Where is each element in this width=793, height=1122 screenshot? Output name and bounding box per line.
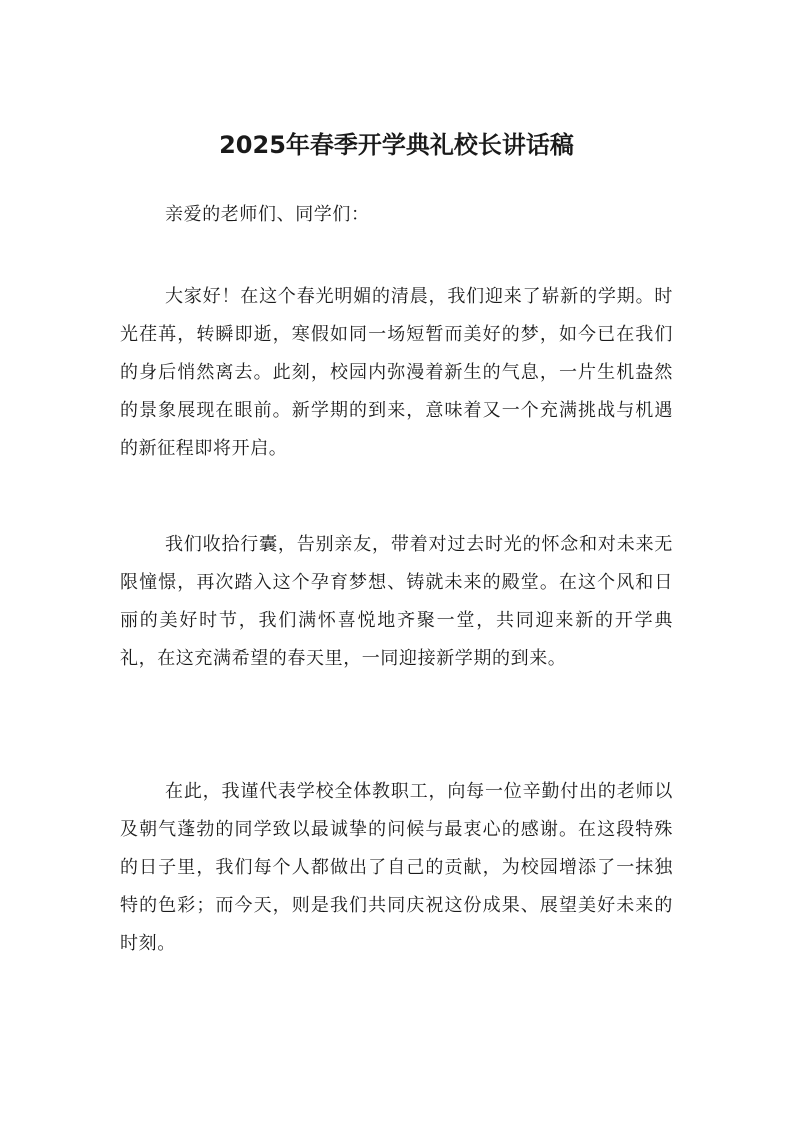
- document-title: 2025年春季开学典礼校长讲话稿: [219, 131, 574, 159]
- paragraph-2: 我们收拾行囊，告别亲友，带着对过去时光的怀念和对未来无限憧憬，再次踏入这个孕育梦想、铸就未来的殿堂。在这个风和日丽的美好时节，我们满怀喜悦地齐聚一堂，共同迎来新的开学典礼，在这充满希望的春天里，一同迎接新学期的到来。: [120, 534, 673, 669]
- paragraph-1: 大家好！在这个春光明媚的清晨，我们迎来了崭新的学期。时光荏苒，转瞬即逝，寒假如同一场短暂而美好的梦，如今已在我们的身后悄然离去。此刻，校园内弥漫着新生的气息，一片生机盎然的景象展现在眼前。新学期的到来，意味着又一个充满挑战与机遇的新征程即将开启。: [120, 286, 673, 459]
- greeting-line: 亲爱的老师们、同学们：: [165, 204, 370, 225]
- paragraph-3: 在此，我谨代表学校全体教职工，向每一位辛勤付出的老师以及朝气蓬勃的同学致以最诚挚的问候与最衷心的感谢。在这段特殊的日子里，我们每个人都做出了自己的贡献，为校园增添了一抹独特的色彩；而今天，则是我们共同庆祝这份成果、展望美好未来的时刻。: [120, 781, 673, 954]
